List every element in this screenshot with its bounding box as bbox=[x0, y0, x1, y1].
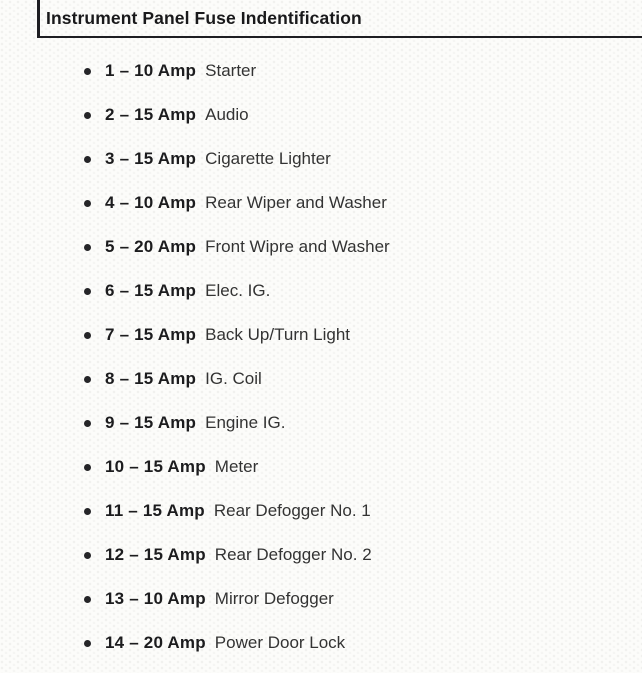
fuse-list-item bbox=[83, 500, 642, 522]
page-title: Instrument Panel Fuse Indentification bbox=[37, 0, 642, 38]
fuse-list-item bbox=[83, 368, 642, 390]
fuse-description: Rear Defogger No. 1 bbox=[213, 501, 371, 520]
fuse-description: Rear Wiper and Washer bbox=[205, 193, 387, 212]
fuse-list-item bbox=[83, 544, 642, 566]
fuse-list-item bbox=[83, 324, 642, 346]
fuse-description: Elec. IG. bbox=[205, 281, 271, 300]
fuse-description: IG. Coil bbox=[205, 369, 262, 388]
fuse-number-rating: 8 – 15 Amp bbox=[105, 369, 197, 388]
fuse-description: Starter bbox=[205, 61, 257, 80]
fuse-number-rating: 1 – 10 Amp bbox=[105, 61, 197, 80]
fuse-list-item bbox=[83, 192, 642, 214]
fuse-number-rating: 12 – 15 Amp bbox=[105, 545, 206, 564]
fuse-list-item bbox=[83, 60, 642, 82]
fuse-number-rating: 9 – 15 Amp bbox=[105, 413, 197, 432]
fuse-description: Mirror Defogger bbox=[214, 589, 334, 608]
fuse-list-item bbox=[83, 588, 642, 610]
fuse-list bbox=[83, 60, 642, 654]
fuse-description: Cigarette Lighter bbox=[205, 149, 331, 168]
fuse-description: Engine IG. bbox=[205, 413, 286, 432]
fuse-list-item bbox=[83, 148, 642, 170]
fuse-description: Front Wipre and Washer bbox=[205, 237, 390, 256]
fuse-number-rating: 7 – 15 Amp bbox=[105, 325, 197, 344]
fuse-number-rating: 3 – 15 Amp bbox=[105, 149, 197, 168]
fuse-list-item bbox=[83, 280, 642, 302]
fuse-number-rating: 11 – 15 Amp bbox=[105, 501, 205, 520]
fuse-description: Rear Defogger No. 2 bbox=[214, 545, 372, 564]
fuse-description: Audio bbox=[205, 105, 249, 124]
fuse-description: Power Door Lock bbox=[214, 633, 346, 652]
fuse-number-rating: 10 – 15 Amp bbox=[105, 457, 206, 476]
fuse-description: Back Up/Turn Light bbox=[205, 325, 351, 344]
fuse-list-item bbox=[83, 632, 642, 654]
fuse-number-rating: 14 – 20 Amp bbox=[105, 633, 206, 652]
fuse-list-item bbox=[83, 456, 642, 478]
fuse-number-rating: 13 – 10 Amp bbox=[105, 589, 206, 608]
fuse-number-rating: 5 – 20 Amp bbox=[105, 237, 197, 256]
fuse-number-rating: 6 – 15 Amp bbox=[105, 281, 197, 300]
fuse-list-item bbox=[83, 412, 642, 434]
fuse-list-item bbox=[83, 104, 642, 126]
fuse-number-rating: 2 – 15 Amp bbox=[105, 105, 197, 124]
fuse-list-item bbox=[83, 236, 642, 258]
fuse-number-rating: 4 – 10 Amp bbox=[105, 193, 197, 212]
fuse-description: Meter bbox=[214, 457, 259, 476]
